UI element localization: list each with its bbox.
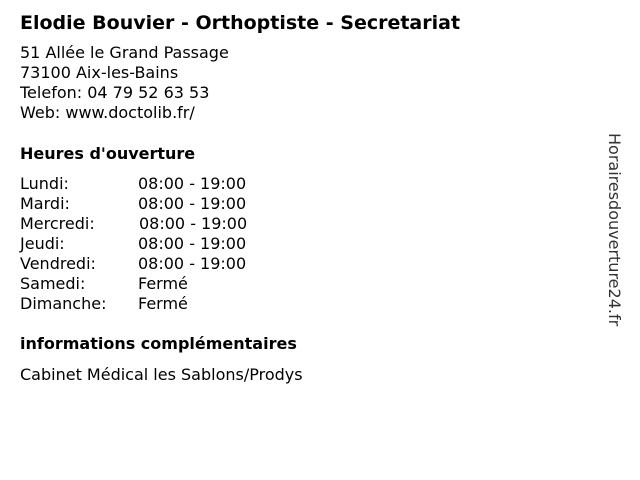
hours-day: Samedi:	[20, 274, 86, 293]
hours-day: Mercredi:	[20, 214, 95, 233]
hours-time: 08:00 - 19:00	[138, 234, 247, 253]
hours-day: Dimanche:	[20, 294, 107, 313]
hours-time: Fermé	[138, 294, 188, 313]
hours-day: Mardi:	[20, 194, 70, 213]
website-link: Web: www.doctolib.fr/	[20, 103, 195, 122]
site-watermark: Horairesdouverture24.fr	[605, 133, 624, 327]
address-street: 51 Allée le Grand Passage	[20, 43, 229, 62]
phone-number: Telefon: 04 79 52 63 53	[20, 83, 210, 102]
hours-day: Vendredi:	[20, 254, 96, 273]
additional-info-heading: informations complémentaires	[20, 334, 297, 353]
hours-time: 08:00 - 19:00	[138, 254, 247, 273]
address-block	[20, 43, 229, 123]
hours-day: Jeudi:	[20, 234, 65, 253]
additional-info-text: Cabinet Médical les Sablons/Prodys	[20, 365, 303, 384]
hours-time: 08:00 - 19:00	[139, 214, 248, 233]
hours-time: 08:00 - 19:00	[138, 194, 247, 213]
opening-hours-heading: Heures d'ouverture	[20, 144, 196, 163]
hours-time: Fermé	[138, 274, 188, 293]
hours-day: Lundi:	[20, 174, 69, 193]
page-title: Elodie Bouvier - Orthoptiste - Secretariat	[20, 12, 461, 34]
address-city: 73100 Aix-les-Bains	[20, 63, 179, 82]
hours-time: 08:00 - 19:00	[138, 174, 247, 193]
